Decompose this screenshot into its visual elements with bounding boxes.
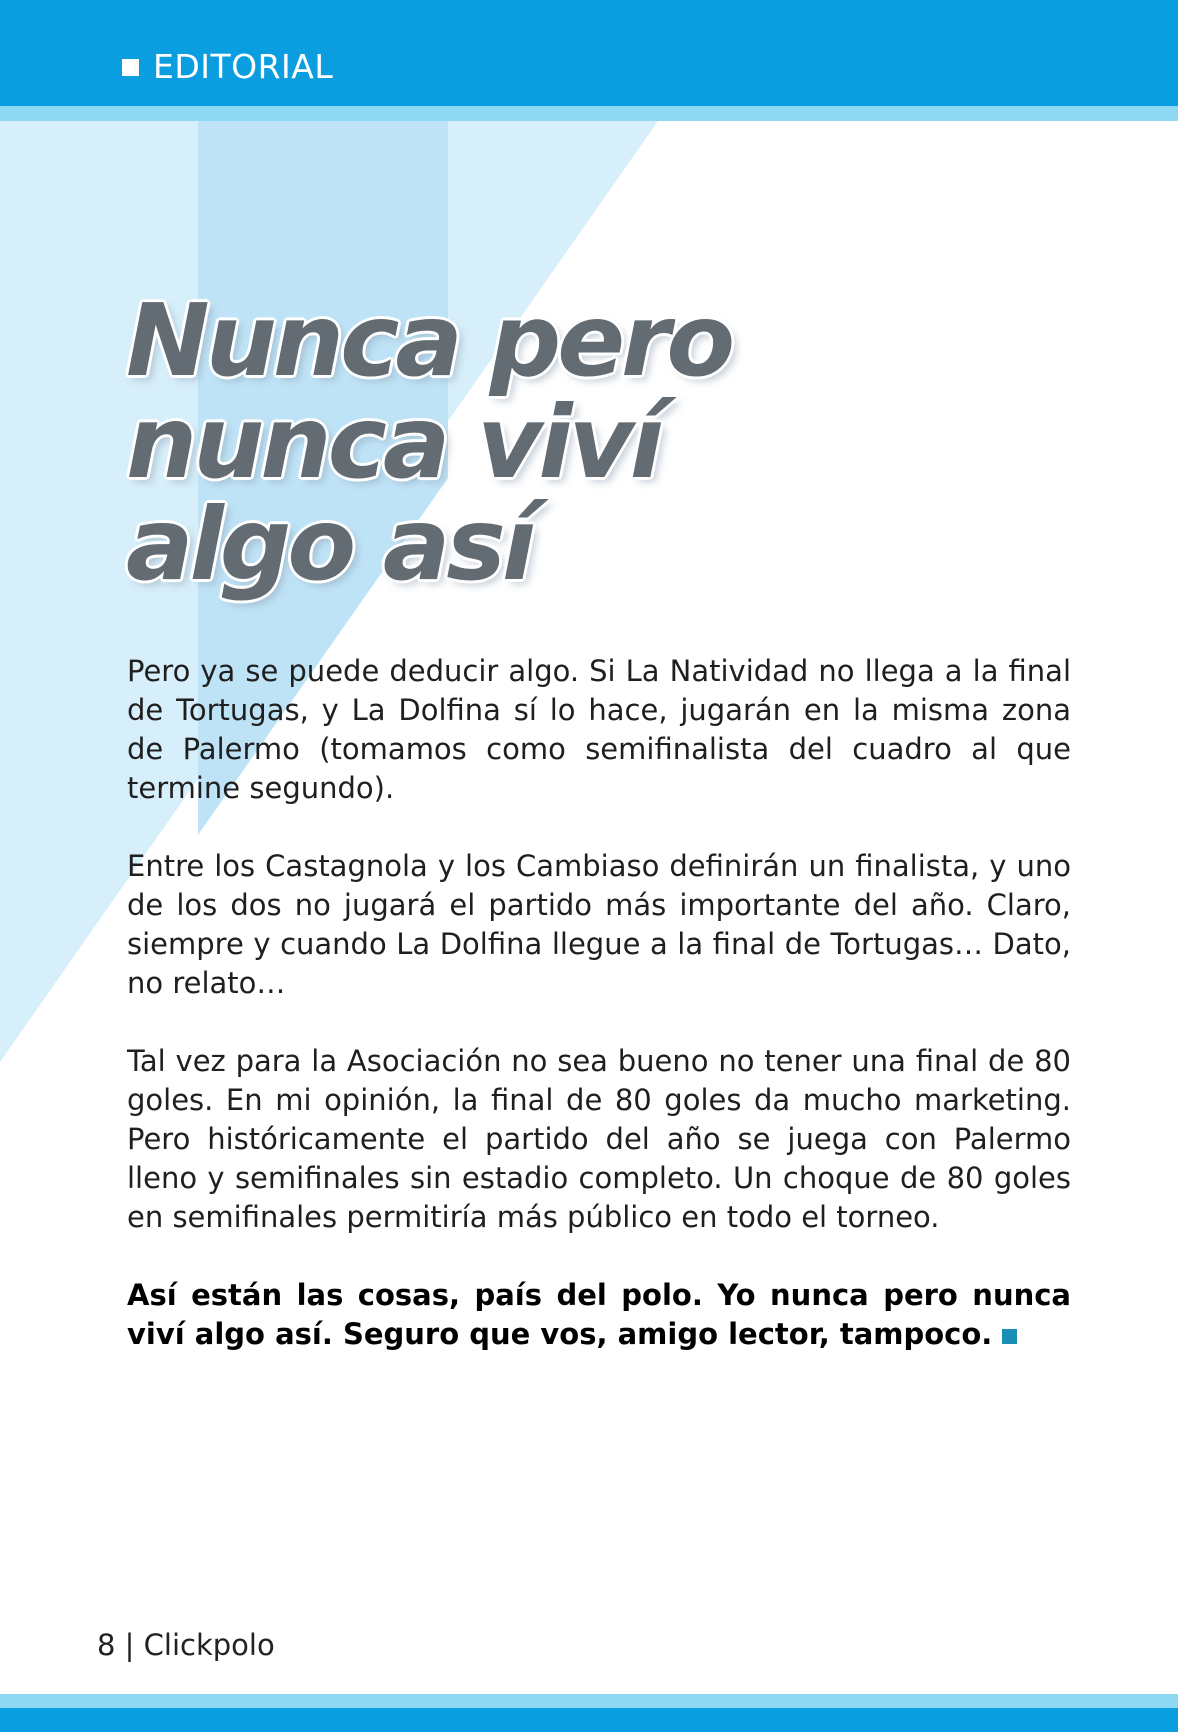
headline-line: Nunca pero xyxy=(126,282,732,399)
end-mark-icon xyxy=(1002,1329,1017,1344)
footer-bar xyxy=(0,1708,1178,1732)
closing-text: Así están las cosas, país del polo. Yo nunca pero nunca viví algo así. Seguro que vos, amigo lector, tampoco. xyxy=(127,1278,1071,1351)
article-body xyxy=(127,652,1071,1354)
page-footer-label: 8 | Clickpolo xyxy=(97,1628,275,1662)
headline-line: nunca viví xyxy=(126,384,661,501)
header-stripe xyxy=(0,106,1178,121)
section-title: EDITORIAL xyxy=(153,47,334,86)
article-paragraph: Tal vez para la Asociación no sea bueno no tener una final de 80 goles. En mi opinión, la final de 80 goles da mucho marketing. Pero históricamente el partido del año se juega con Palermo lleno y semifinales sin estadio completo. Un choque de 80 goles en semifinales permitiría más público en todo el torneo. xyxy=(127,1044,1071,1234)
article-paragraph: Entre los Castagnola y los Cambiaso definirán un finalista, y uno de los dos no jugará el partido más importante del año. Claro, siempre y cuando La Dolfina llegue a la final de Tortugas… Dato, no relato… xyxy=(127,849,1071,1000)
closing-paragraph xyxy=(127,1276,1071,1354)
article-paragraph: Pero ya se puede deducir algo. Si La Natividad no llega a la final de Tortugas, y La Dolfina sí lo hace, jugarán en la misma zona de Palermo (tomamos como semifinalista del cuadro al que termine segundo). xyxy=(127,654,1071,805)
section-label xyxy=(122,46,333,88)
footer-stripe xyxy=(0,1694,1178,1708)
headline-line: algo así xyxy=(126,486,533,603)
article-headline xyxy=(126,282,732,603)
square-bullet-icon xyxy=(122,59,139,76)
